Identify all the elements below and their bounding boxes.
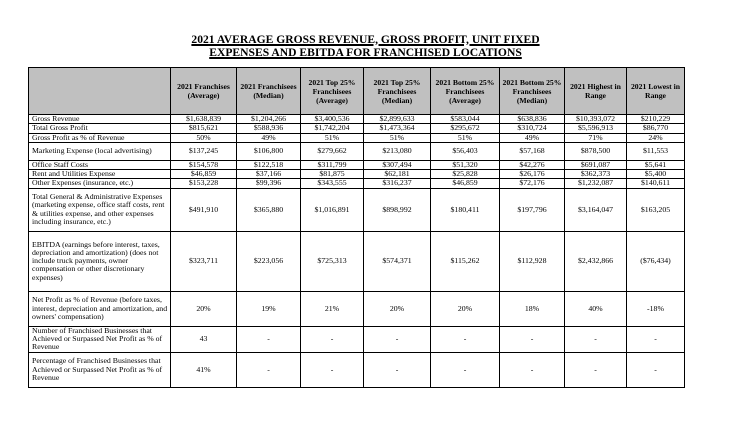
cell-value: ($76,434): [627, 231, 685, 291]
cell-value: $5,400: [627, 170, 685, 179]
cell-value: 50%: [171, 133, 237, 142]
table-row: [29, 142, 685, 160]
cell-value: -: [500, 352, 565, 387]
cell-value: 71%: [565, 133, 627, 142]
cell-value: 51%: [364, 133, 431, 142]
cell-value: $72,176: [500, 179, 565, 188]
cell-value: $223,056: [237, 231, 301, 291]
cell-value: $323,711: [171, 231, 237, 291]
column-header: 2021 Lowest in Range: [627, 68, 685, 115]
cell-value: $210,229: [627, 115, 685, 124]
cell-value: -: [431, 326, 500, 352]
cell-value: $137,245: [171, 142, 237, 160]
cell-value: $57,168: [500, 142, 565, 160]
row-label: EBITDA (earnings before interest, taxes, depreciation and amortization) (does not include truck payments, owner compensation or other discretionary expenses): [29, 231, 171, 291]
cell-value: $2,432,866: [565, 231, 627, 291]
cell-value: $115,262: [431, 231, 500, 291]
cell-value: $5,596,913: [565, 124, 627, 133]
cell-value: -: [500, 326, 565, 352]
cell-value: -18%: [627, 291, 685, 326]
column-header: 2021 Top 25% Franchisees (Median): [364, 68, 431, 115]
column-header: 2021 Franchisees (Median): [237, 68, 301, 115]
row-label: Total General & Administrative Expenses (marketing expense, office staff costs, rent & utilities expense, and other expenses including insurance, etc.): [29, 188, 171, 231]
table-row: [29, 179, 685, 188]
page-title: [0, 33, 731, 59]
table-row: [29, 133, 685, 142]
cell-value: $583,044: [431, 115, 500, 124]
cell-value: $279,662: [301, 142, 364, 160]
cell-value: $311,799: [301, 160, 364, 169]
cell-value: $815,621: [171, 124, 237, 133]
row-label: Net Profit as % of Revenue (before taxes, interest, depreciation and amortization, and owners' compensation): [29, 291, 171, 326]
row-label: Gross Revenue: [29, 115, 171, 124]
cell-value: -: [364, 352, 431, 387]
title-line-1: 2021 AVERAGE GROSS REVENUE, GROSS PROFIT, UNIT FIXED: [191, 33, 540, 46]
cell-value: 43: [171, 326, 237, 352]
cell-value: $898,992: [364, 188, 431, 231]
cell-value: $153,228: [171, 179, 237, 188]
cell-value: $5,641: [627, 160, 685, 169]
cell-value: $365,880: [237, 188, 301, 231]
column-header: 2021 Highest in Range: [565, 68, 627, 115]
row-label: Number of Franchised Businesses that Achieved or Surpassed Net Profit as % of Revenue: [29, 326, 171, 352]
row-label: Percentage of Franchised Businesses that Achieved or Surpassed Net Profit as % of Revenue: [29, 352, 171, 387]
cell-value: $62,181: [364, 170, 431, 179]
cell-value: $154,578: [171, 160, 237, 169]
title-line-2: EXPENSES AND EBITDA FOR FRANCHISED LOCATIONS: [209, 46, 522, 59]
table-row: [29, 352, 685, 387]
cell-value: 21%: [301, 291, 364, 326]
cell-value: -: [237, 352, 301, 387]
row-label: Gross Profit as % of Revenue: [29, 133, 171, 142]
cell-value: -: [565, 352, 627, 387]
cell-value: $51,320: [431, 160, 500, 169]
cell-value: $112,928: [500, 231, 565, 291]
cell-value: 51%: [431, 133, 500, 142]
financial-table: [28, 67, 685, 388]
cell-value: 20%: [171, 291, 237, 326]
cell-value: $81,875: [301, 170, 364, 179]
cell-value: $140,611: [627, 179, 685, 188]
cell-value: $316,237: [364, 179, 431, 188]
cell-value: $86,770: [627, 124, 685, 133]
cell-value: $638,836: [500, 115, 565, 124]
row-label: Marketing Expense (local advertising): [29, 142, 171, 160]
cell-value: 40%: [565, 291, 627, 326]
cell-value: $163,205: [627, 188, 685, 231]
row-label: Other Expenses (insurance, etc.): [29, 179, 171, 188]
cell-value: 51%: [301, 133, 364, 142]
cell-value: $1,016,891: [301, 188, 364, 231]
cell-value: 20%: [364, 291, 431, 326]
cell-value: $42,276: [500, 160, 565, 169]
cell-value: $491,910: [171, 188, 237, 231]
cell-value: $213,080: [364, 142, 431, 160]
column-header: [29, 68, 171, 115]
cell-value: -: [565, 326, 627, 352]
cell-value: $3,400,536: [301, 115, 364, 124]
row-label: Office Staff Costs: [29, 160, 171, 169]
cell-value: $106,800: [237, 142, 301, 160]
cell-value: -: [301, 352, 364, 387]
header-row: [29, 68, 685, 115]
cell-value: -: [301, 326, 364, 352]
cell-value: $574,371: [364, 231, 431, 291]
cell-value: $2,899,633: [364, 115, 431, 124]
cell-value: $588,936: [237, 124, 301, 133]
cell-value: -: [627, 326, 685, 352]
cell-value: $180,411: [431, 188, 500, 231]
cell-value: $310,724: [500, 124, 565, 133]
table-row: [29, 291, 685, 326]
table-row: [29, 124, 685, 133]
cell-value: $122,518: [237, 160, 301, 169]
cell-value: $99,396: [237, 179, 301, 188]
cell-value: $25,828: [431, 170, 500, 179]
cell-value: $1,204,266: [237, 115, 301, 124]
cell-value: 24%: [627, 133, 685, 142]
cell-value: $725,313: [301, 231, 364, 291]
cell-value: $691,087: [565, 160, 627, 169]
column-header: 2021 Bottom 25% Franchisees (Median): [500, 68, 565, 115]
cell-value: $10,393,072: [565, 115, 627, 124]
column-header: 2021 Franchises (Average): [171, 68, 237, 115]
cell-value: -: [627, 352, 685, 387]
cell-value: 20%: [431, 291, 500, 326]
table-row: [29, 231, 685, 291]
column-header: 2021 Top 25% Franchisees (Average): [301, 68, 364, 115]
cell-value: $11,553: [627, 142, 685, 160]
row-label: Total Gross Profit: [29, 124, 171, 133]
cell-value: $362,373: [565, 170, 627, 179]
cell-value: $26,176: [500, 170, 565, 179]
cell-value: $56,403: [431, 142, 500, 160]
column-header: 2021 Bottom 25% Franchisees (Average): [431, 68, 500, 115]
cell-value: -: [431, 352, 500, 387]
cell-value: 18%: [500, 291, 565, 326]
cell-value: $3,164,047: [565, 188, 627, 231]
cell-value: $295,672: [431, 124, 500, 133]
cell-value: $1,742,204: [301, 124, 364, 133]
cell-value: 49%: [237, 133, 301, 142]
cell-value: -: [364, 326, 431, 352]
cell-value: $1,638,839: [171, 115, 237, 124]
cell-value: -: [237, 326, 301, 352]
cell-value: $1,473,364: [364, 124, 431, 133]
cell-value: 41%: [171, 352, 237, 387]
cell-value: 49%: [500, 133, 565, 142]
cell-value: $343,555: [301, 179, 364, 188]
cell-value: $878,500: [565, 142, 627, 160]
cell-value: $197,796: [500, 188, 565, 231]
cell-value: $46,859: [431, 179, 500, 188]
cell-value: $307,494: [364, 160, 431, 169]
table-row: [29, 188, 685, 231]
table-row: [29, 326, 685, 352]
cell-value: $1,232,087: [565, 179, 627, 188]
row-label: Rent and Utilities Expense: [29, 170, 171, 179]
cell-value: $46,859: [171, 170, 237, 179]
cell-value: $37,166: [237, 170, 301, 179]
cell-value: 19%: [237, 291, 301, 326]
